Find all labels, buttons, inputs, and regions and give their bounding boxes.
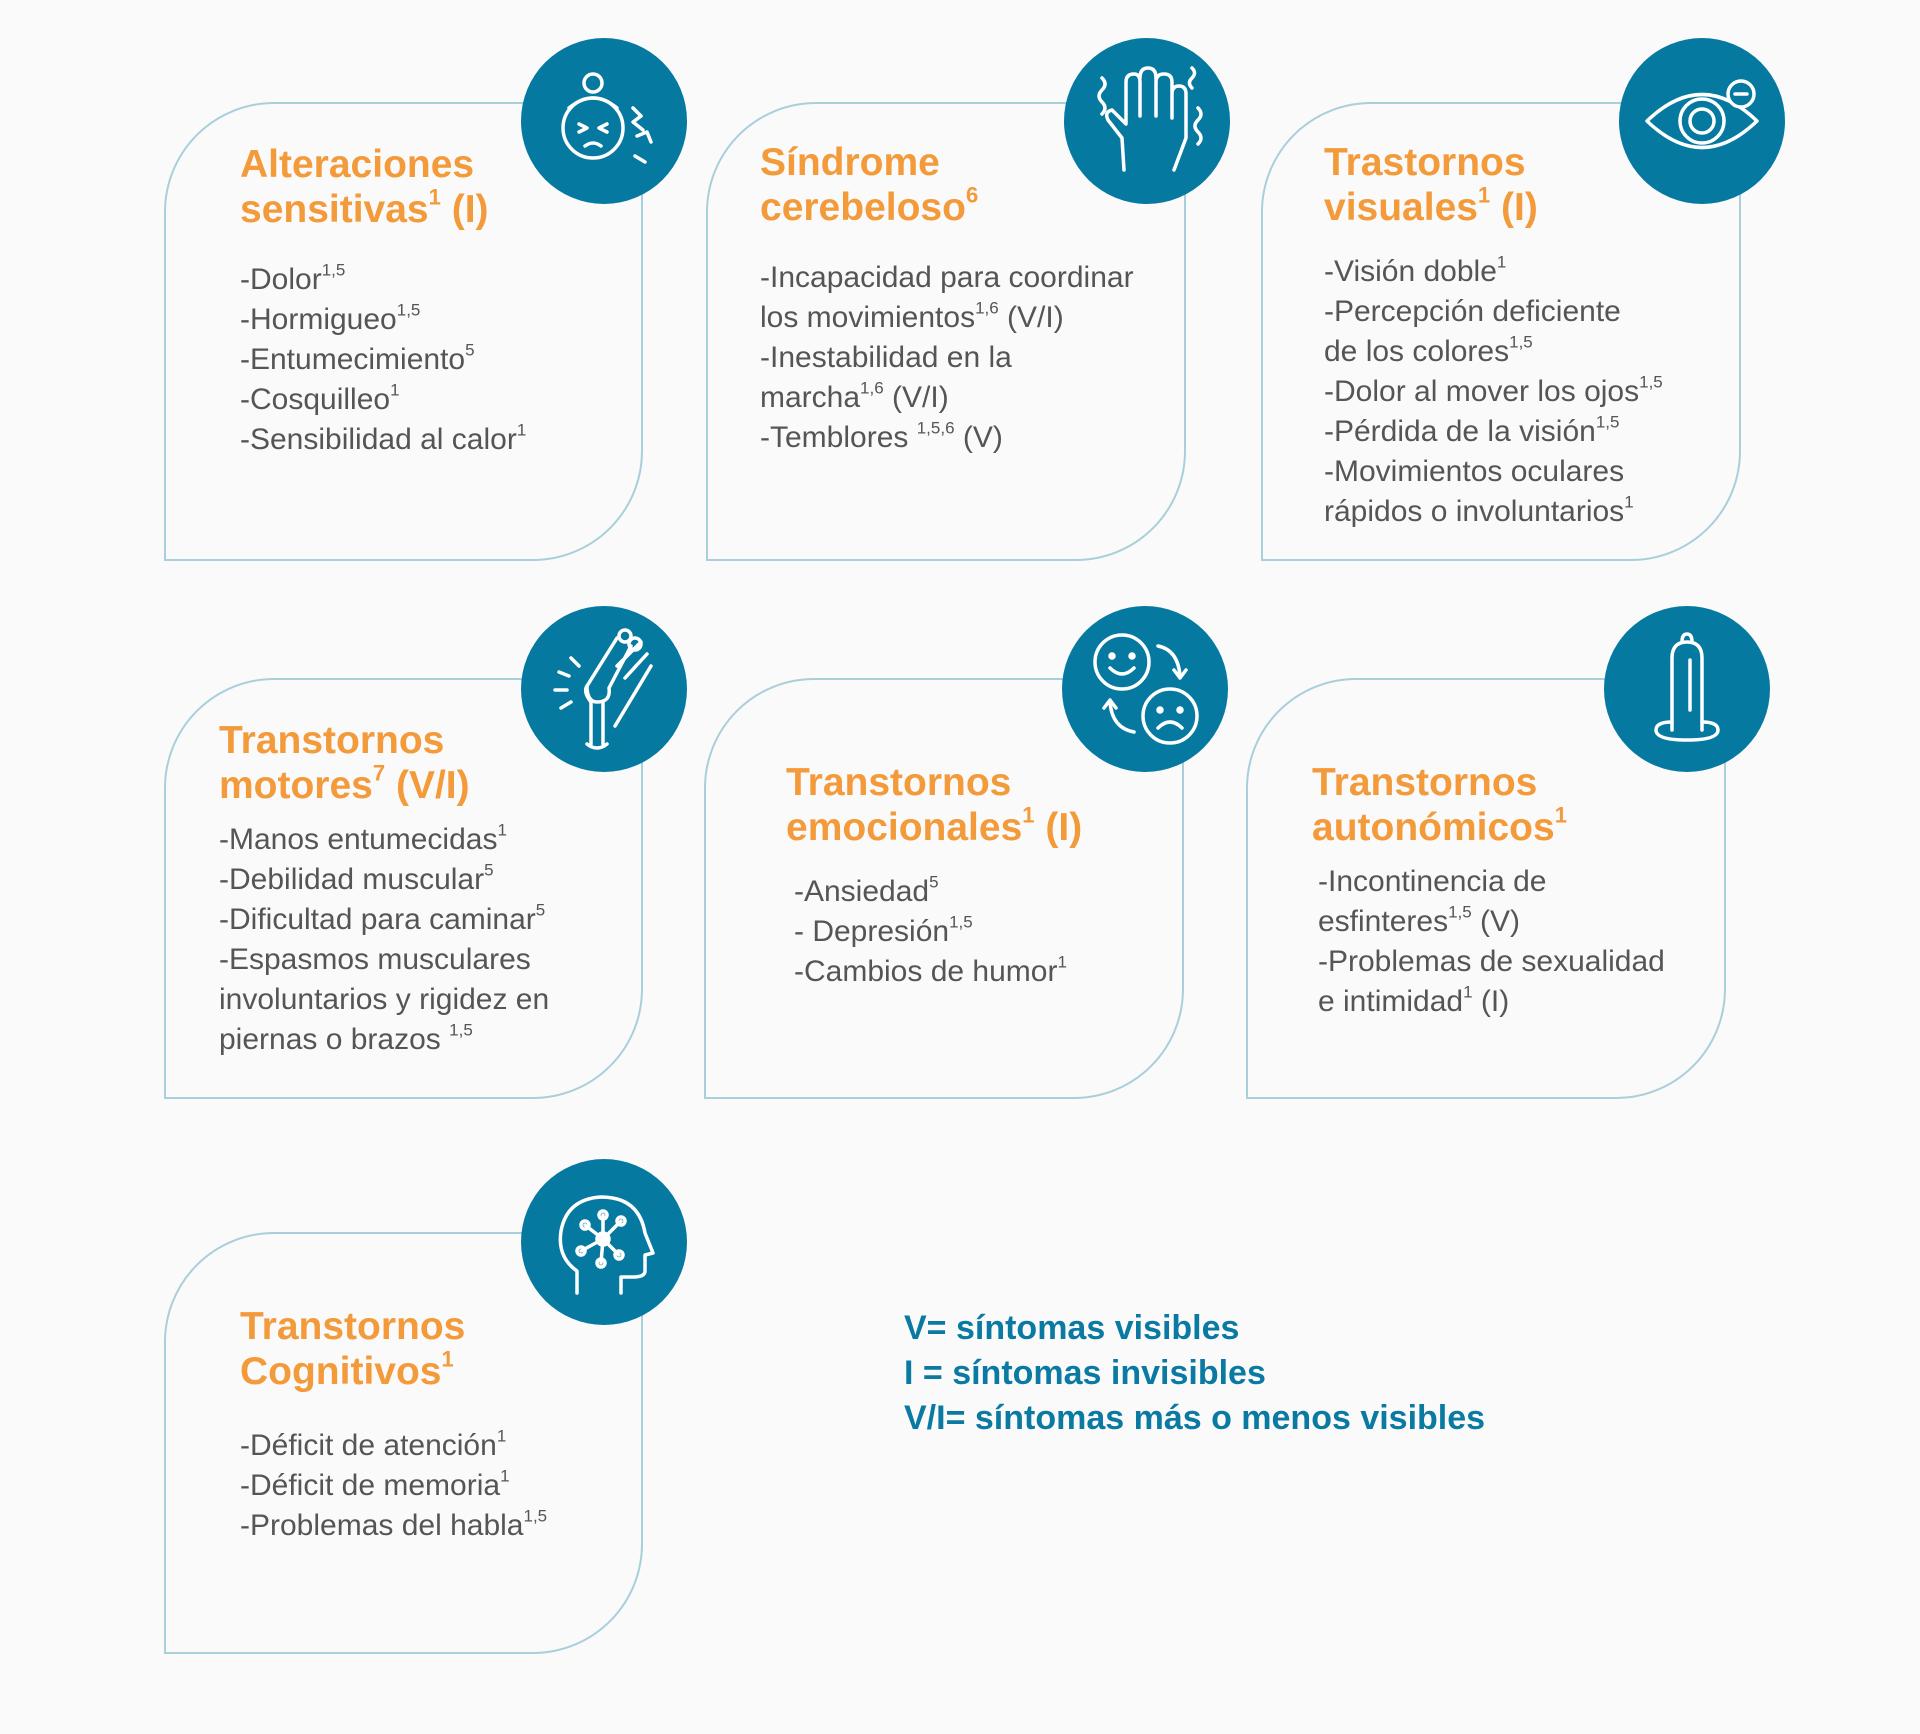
list-item: -Dolor$^{1,5}$ xyxy=(240,260,346,296)
list-item: piernas o brazos $^{1,5}$ xyxy=(219,1020,473,1056)
list-item: -Temblores $^{1,5,6}$ (V) xyxy=(760,418,1003,454)
symptom-list xyxy=(1324,252,1663,532)
list-item: -Entumecimiento$^5$ xyxy=(240,340,475,376)
list-item: - Depresión$^{1,5}$ xyxy=(794,912,973,948)
list-item: de los colores$^{1,5}$ xyxy=(1324,332,1533,368)
legend-item-mixed: V/I= síntomas más o menos visibles xyxy=(904,1399,1486,1437)
list-item: -Movimientos oculares xyxy=(1324,455,1625,488)
brain-network-icon xyxy=(521,1159,687,1325)
list-item: -Incontinencia de xyxy=(1318,865,1547,898)
list-item: -Visión doble$^1$ xyxy=(1324,252,1507,288)
list-item: -Dificultad para caminar$^5$ xyxy=(219,900,546,936)
card-title: Síndrome cerebeloso$^6$ xyxy=(760,141,979,229)
eye-icon xyxy=(1619,38,1785,204)
legend-item-visible: V= síntomas visibles xyxy=(904,1309,1240,1347)
list-item: -Incapacidad para coordinar xyxy=(760,261,1134,294)
face-pain-icon xyxy=(521,38,687,204)
list-item: los movimientos$^{1,6}$ (V/I) xyxy=(760,298,1064,334)
list-item: -Déficit de memoria$^1$ xyxy=(240,1466,510,1502)
legend-item-invisible: I = síntomas invisibles xyxy=(904,1354,1266,1392)
list-item: -Problemas del habla$^{1,5}$ xyxy=(240,1506,548,1542)
list-item: -Percepción deficiente xyxy=(1324,295,1621,328)
list-item: -Debilidad muscular$^5$ xyxy=(219,860,494,896)
list-item: rápidos o involuntarios$^1$ xyxy=(1324,492,1634,528)
list-item: -Hormigueo$^{1,5}$ xyxy=(240,300,421,336)
symptom-list xyxy=(794,872,1082,992)
card-title: Transtornos Cognitivos$^1$ xyxy=(240,1305,466,1393)
list-item: -Inestabilidad en la xyxy=(760,341,1012,374)
trembling-hand-icon xyxy=(1064,38,1230,204)
list-item: -Problemas de sexualidad xyxy=(1318,945,1665,978)
symptom-list xyxy=(219,820,549,1060)
list-item: -Déficit de atención$^1$ xyxy=(240,1426,507,1462)
list-item: -Dolor al mover los ojos$^{1,5}$ xyxy=(1324,372,1663,408)
card-title: Trastornos visuales$^1$ (I) xyxy=(1324,141,1538,229)
symptom-list xyxy=(1318,862,1665,1022)
symptom-list xyxy=(760,258,1134,458)
symptom-list xyxy=(240,1426,547,1546)
list-item: involuntarios y rigidez en xyxy=(219,983,550,1016)
card-title: Alteraciones sensitivas$^1$ (I) xyxy=(240,143,489,231)
condom-icon xyxy=(1604,606,1770,772)
legend xyxy=(904,1306,1485,1441)
card-title: Transtornos autonómicos$^1$ xyxy=(1312,761,1567,849)
list-item: esfinteres$^{1,5}$ (V) xyxy=(1318,902,1521,938)
list-item: e intimidad$^1$ (I) xyxy=(1318,982,1510,1018)
list-item: -Cosquilleo$^1$ xyxy=(240,380,400,416)
list-item: marcha$^{1,6}$ (V/I) xyxy=(760,378,949,414)
list-item: -Ansiedad$^5$ xyxy=(794,872,939,908)
list-item: -Manos entumecidas$^1$ xyxy=(219,820,507,856)
card-title: Transtornos emocionales$^1$ (I) xyxy=(786,761,1083,849)
mood-swing-icon xyxy=(1062,606,1228,772)
list-item: -Espasmos musculares xyxy=(219,943,531,976)
symptom-list xyxy=(240,260,526,460)
card-title: Transtornos motores$^7$ (V/I) xyxy=(219,719,470,807)
list-item: -Sensibilidad al calor$^1$ xyxy=(240,420,527,456)
knee-joint-icon xyxy=(521,606,687,772)
list-item: -Cambios de humor$^1$ xyxy=(794,952,1067,988)
list-item: -Pérdida de la visión$^{1,5}$ xyxy=(1324,412,1620,448)
